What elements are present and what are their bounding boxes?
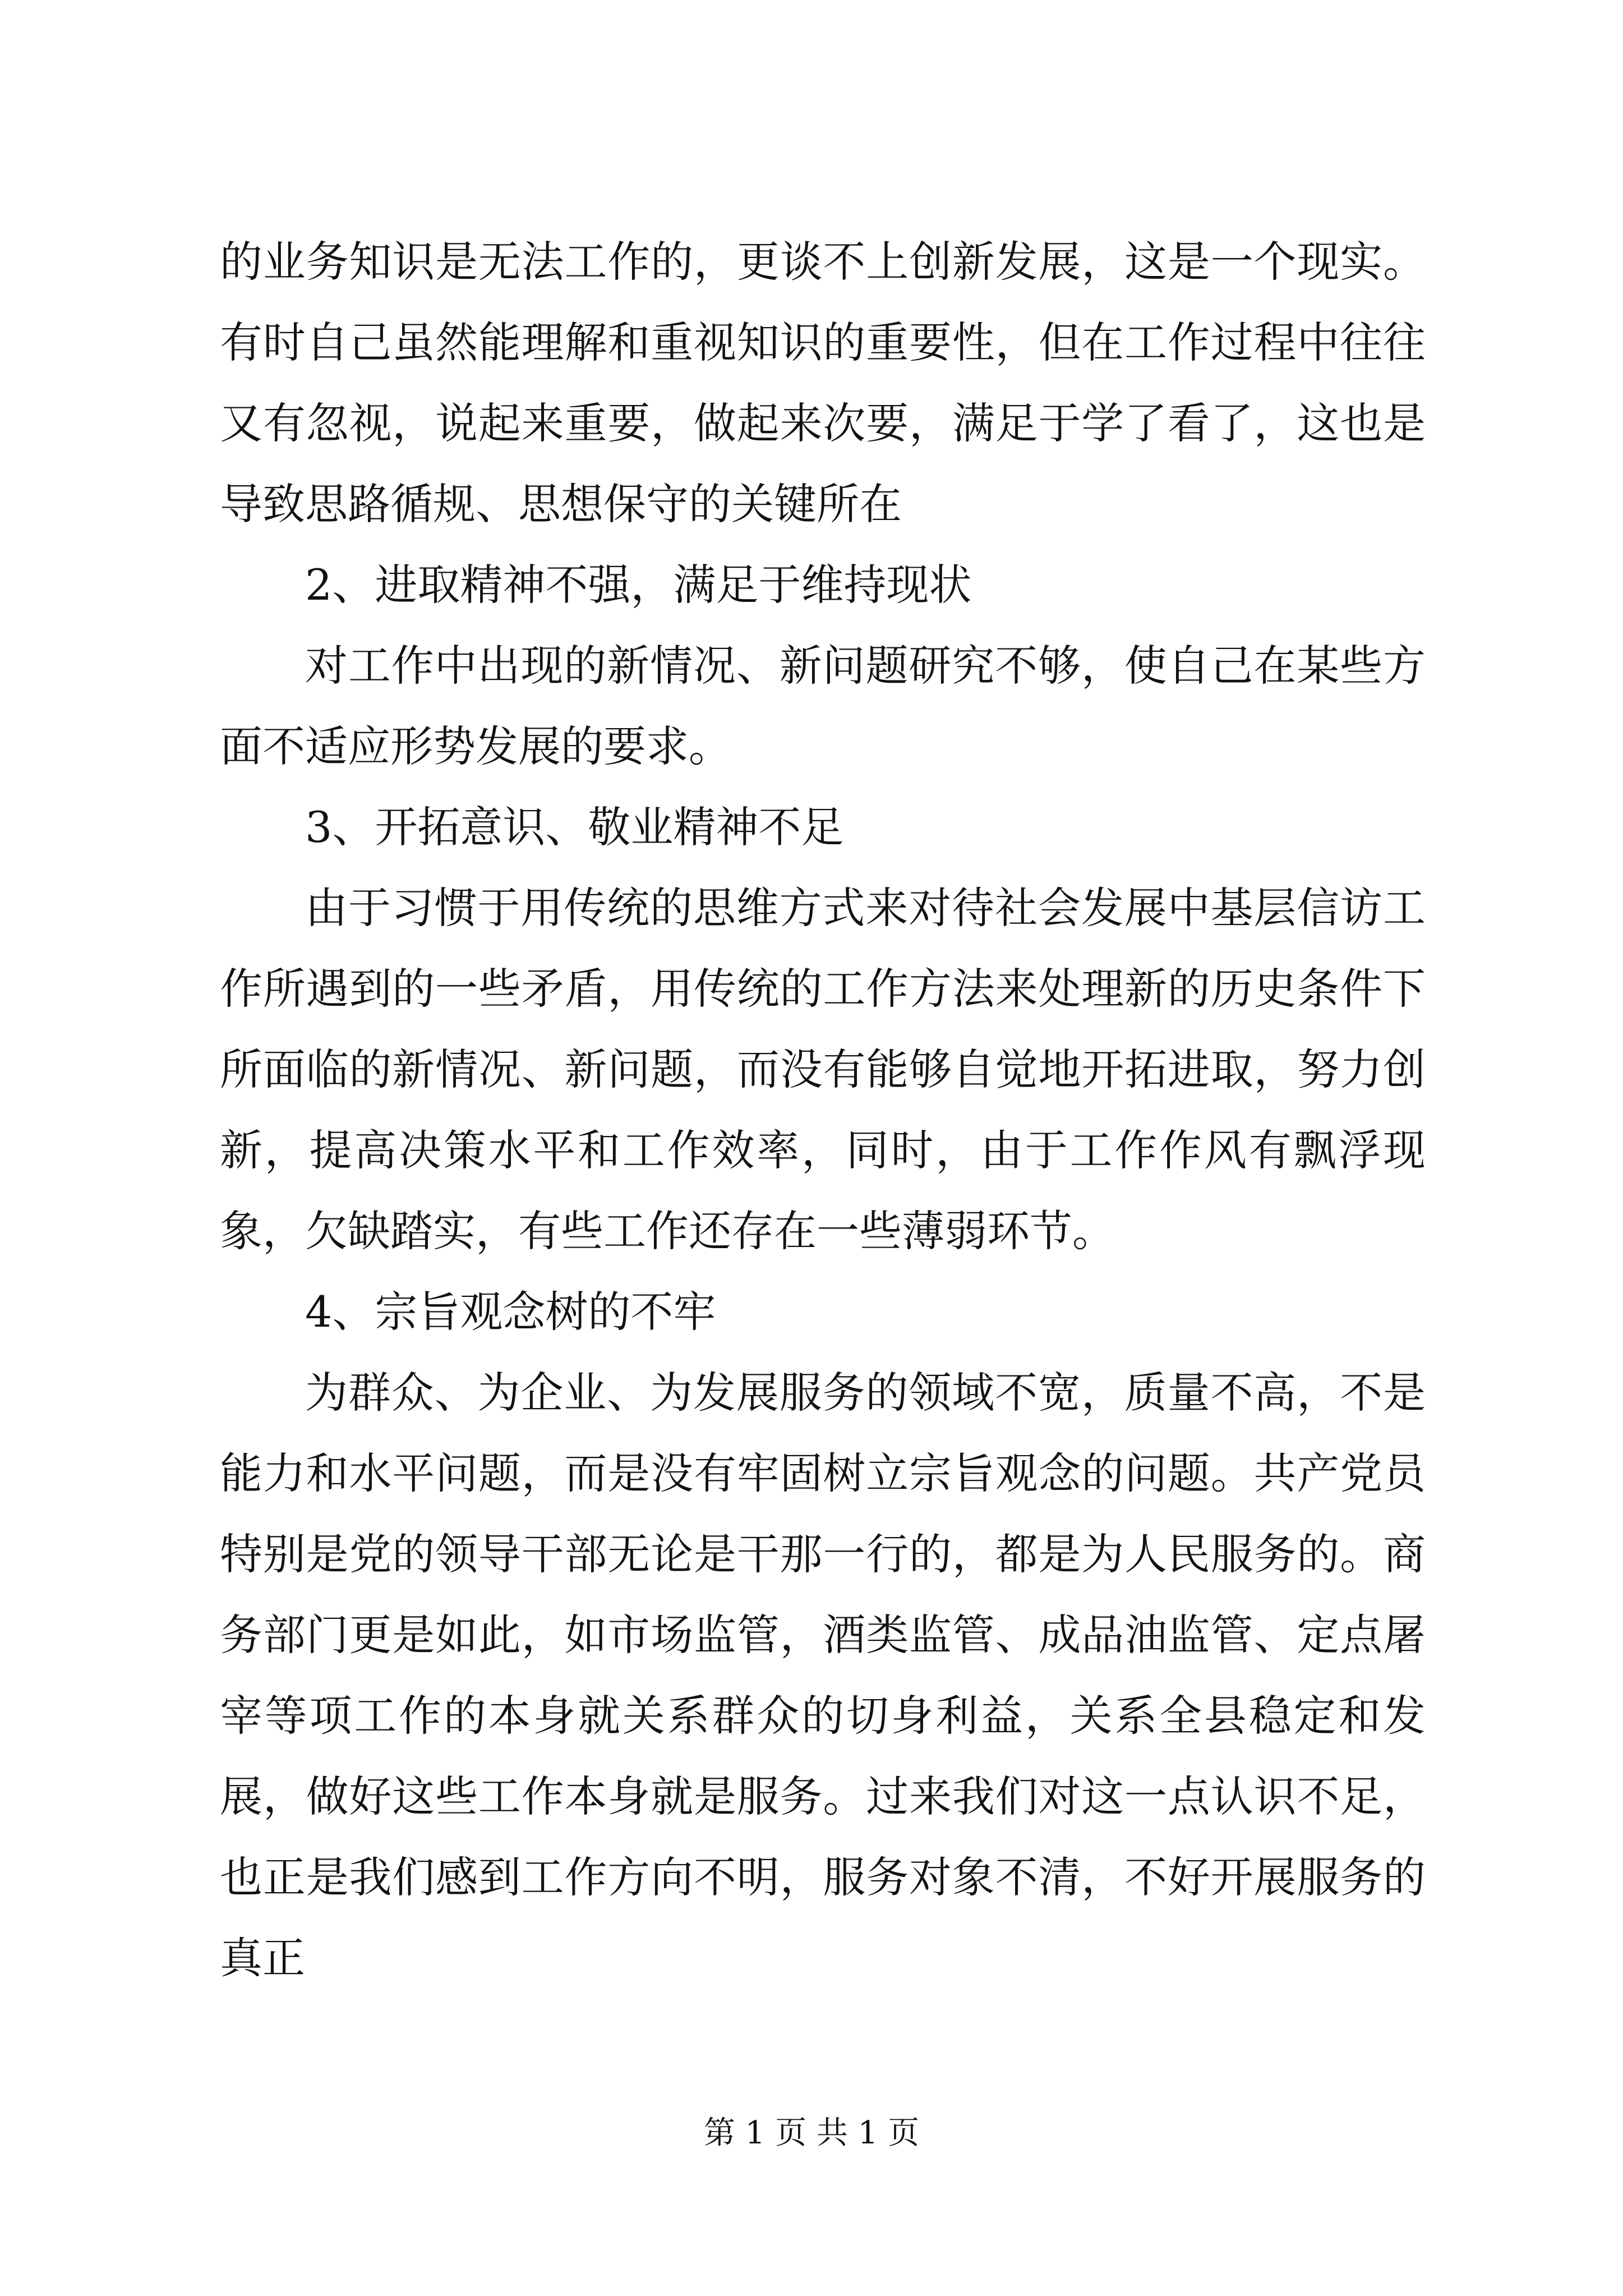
heading-4: 4、宗旨观念树的不牢 bbox=[305, 1287, 716, 1337]
page-footer bbox=[0, 2114, 1623, 2153]
paragraph-3: 由于习惯于用传统的思维方式来对待社会发展中基层信访工作所遇到的一些矛盾，用传统的工作方法来处理新的历史条件下所面临的新情况、新问题，而没有能够自觉地开拓进取，努力创新，提高决策水平和工作效率，同时，由于工作作风有飘浮现象，欠缺踏实，有些工作还存在一些薄弱环节。 bbox=[220, 883, 1426, 1256]
document-body bbox=[220, 222, 1426, 1999]
heading-2: 2、进取精神不强，满足于维持现状 bbox=[305, 560, 972, 610]
heading-3: 3、开拓意识、敬业精神不足 bbox=[305, 802, 844, 852]
paragraph-2: 对工作中出现的新情况、新问题研究不够，使自己在某些方面不适应形势发展的要求。 bbox=[220, 641, 1426, 771]
paragraph-4: 为群众、为企业、为发展服务的领域不宽，质量不高，不是能力和水平问题，而是没有牢固树立宗旨观念的问题。共产党员特别是党的领导干部无论是干那一行的，都是为人民服务的。商务部门更是如此，如市场监管，酒类监管、成品油监管、定点屠宰等项工作的本身就关系群众的切身利益，关系全县稳定和发展，做好这些工作本身就是服务。过来我们对这一点认识不足，也正是我们感到工作方向不明，服务对象不清，不好开展服务的真正 bbox=[220, 1368, 1426, 1983]
paragraph-1: 的业务知识是无法工作的，更谈不上创新发展，这是一个现实。有时自己虽然能理解和重视知识的重要性，但在工作过程中往往又有忽视，说起来重要，做起来次要，满足于学了看了，这也是导致思路循规、思想保守的关键所在 bbox=[220, 237, 1426, 529]
page-number-label: 第 1 页 共 1 页 bbox=[703, 2115, 920, 2151]
